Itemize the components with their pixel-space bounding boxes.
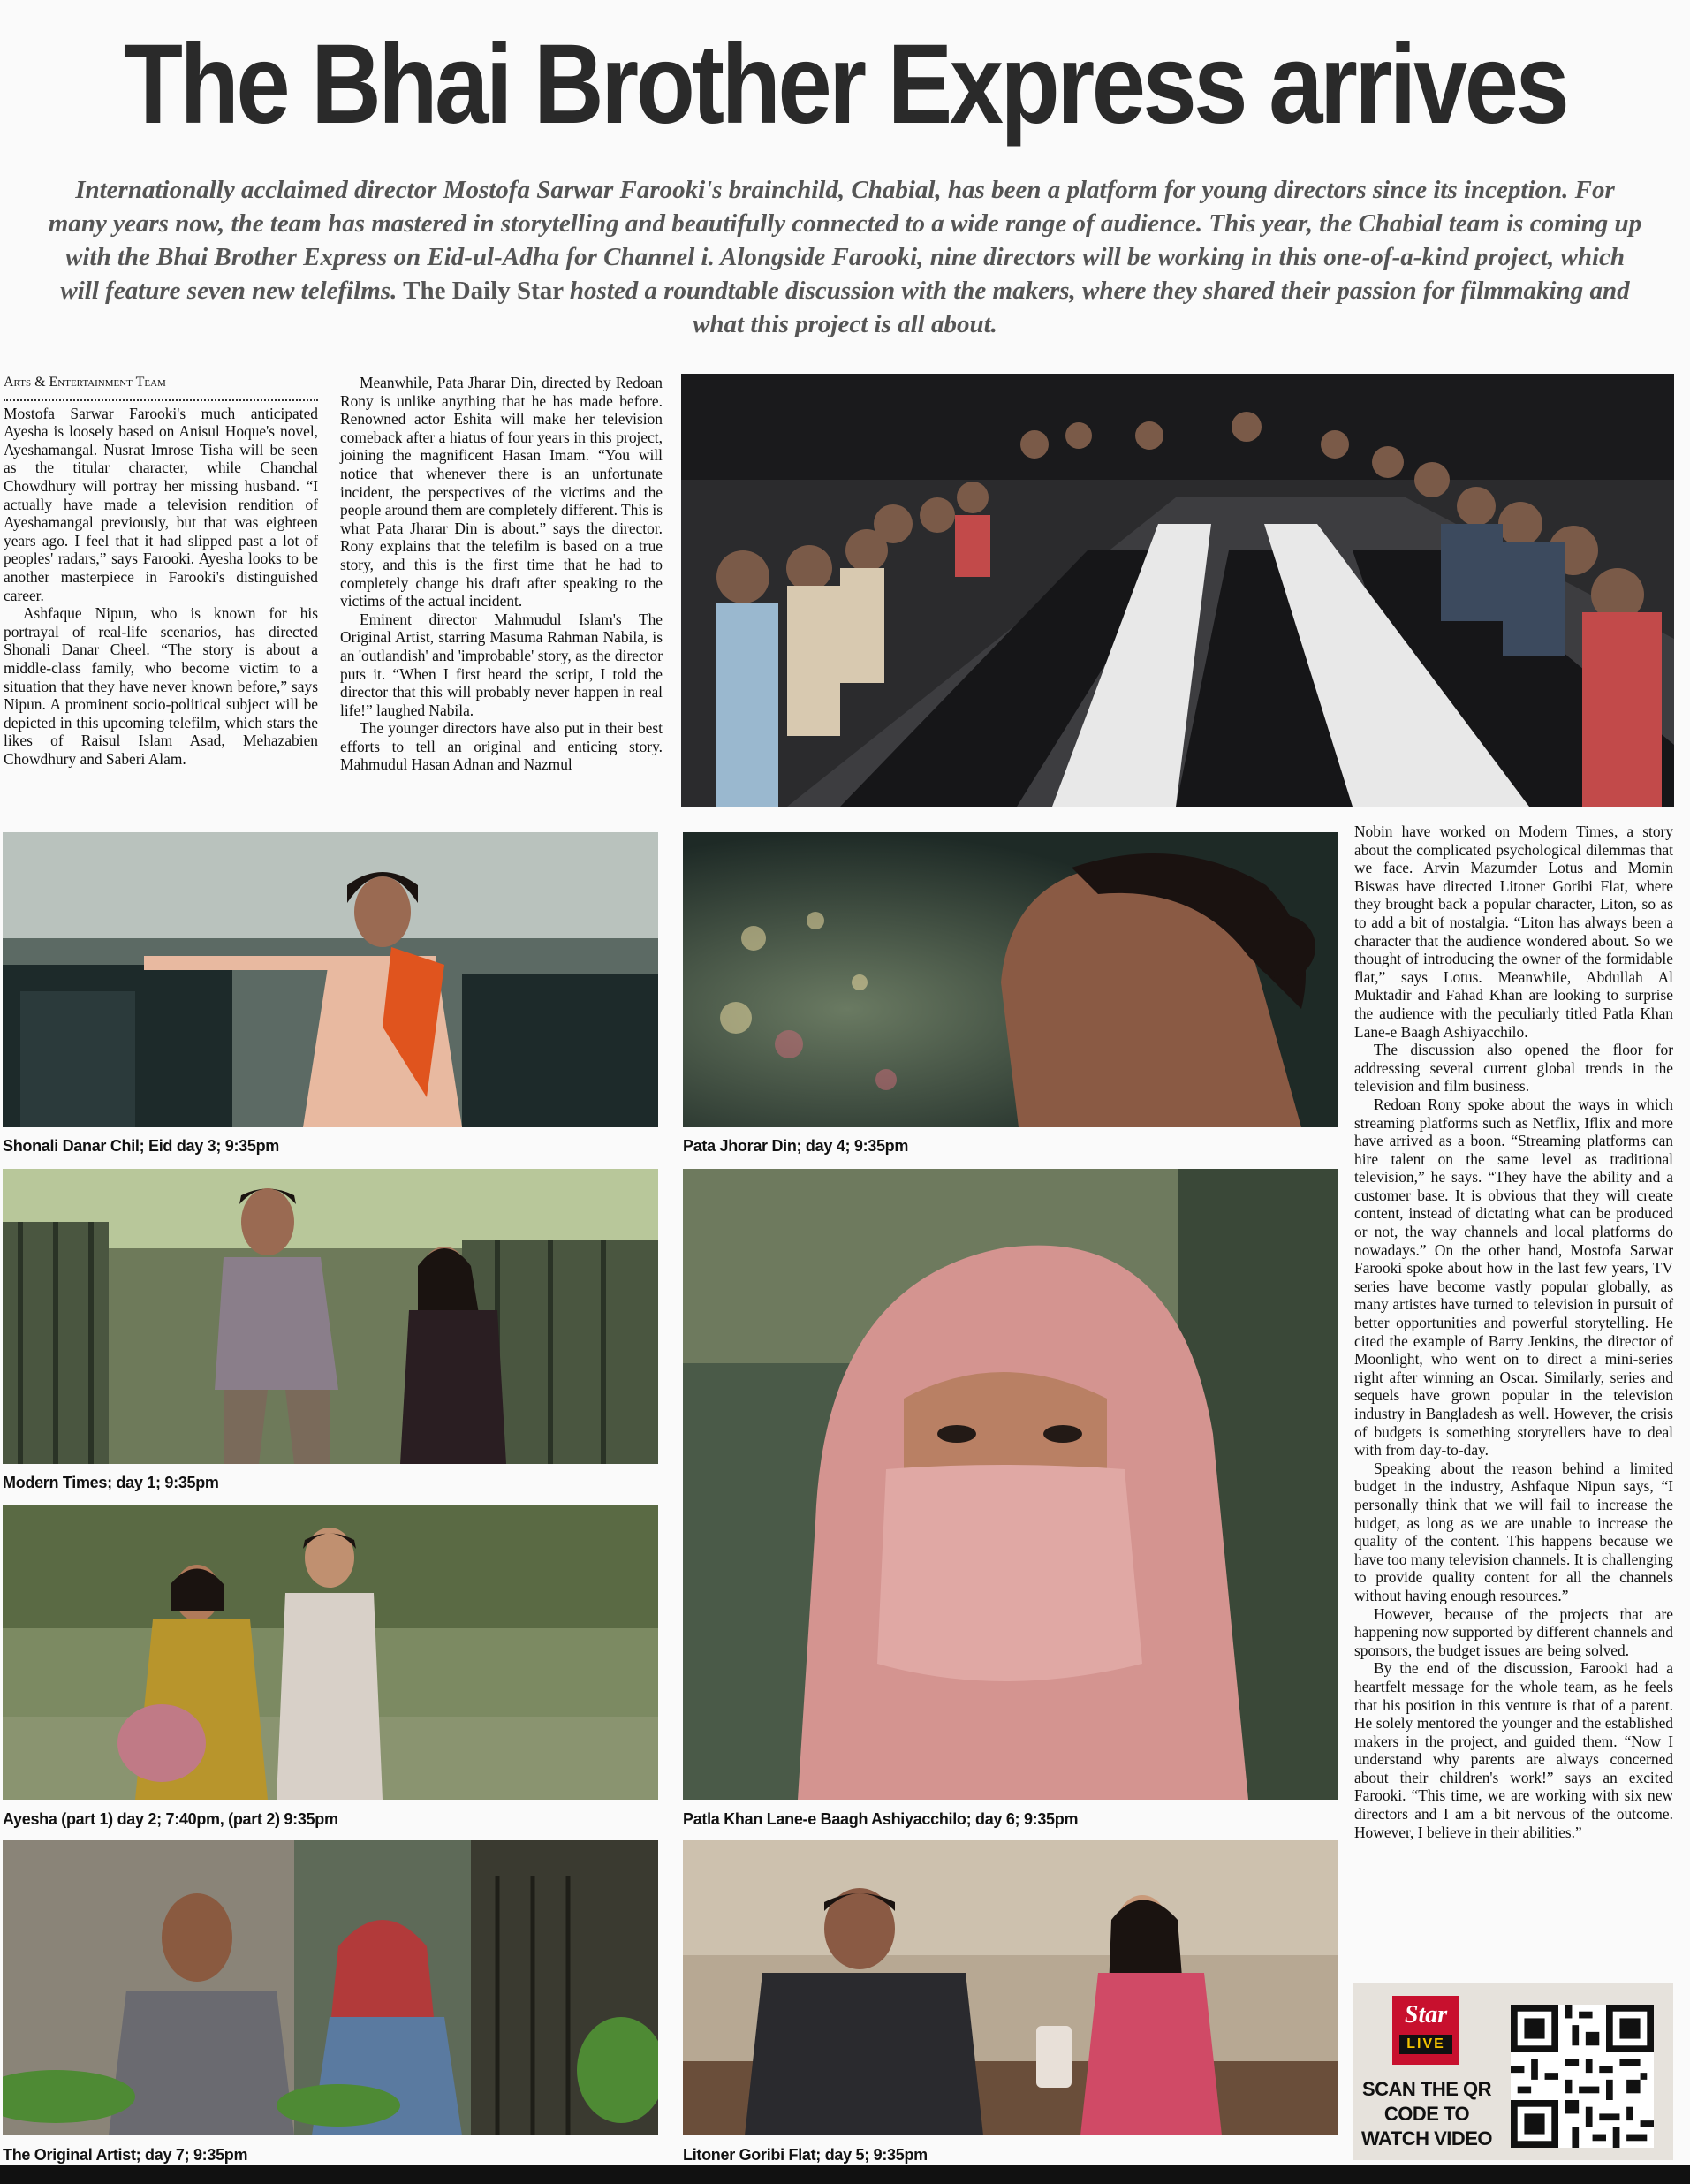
deck-italic-end: hosted a roundtable discussion with the makers, where they shared their passion for filmmaking and what this project is all about.: [569, 277, 1630, 338]
modern-times-photo-image: [3, 1169, 658, 1464]
pata-photo: [683, 832, 1338, 1127]
qr-instruction: [1359, 2077, 1495, 2151]
patla-khan-photo-image: [683, 1169, 1338, 1800]
paragraph: Ashfaque Nipun, who is known for his portrayal of real-life scenarios, has directed Shonali Danar Cheel. “The story is about a middle-class family, who become victim to a situation that they have never known before,” says Nipun. A prominent socio-political subject will be depicted in this upcoming telefilm, which stars the likes of Raisul Islam Asad, Mehazabien Chowdhury and Saberi Alam.: [4, 604, 318, 768]
bottom-rule: [0, 2165, 1690, 2184]
paragraph: Mostofa Sarwar Farooki's much anticipated Ayesha is loosely based on Anisul Hoque's novel, Ayeshamangal. Nusrat Imrose Tisha will be seen as the titular character, while Chanchal Chowdhury will portray her missing husband. “I actually have made a television rendition of Ayeshamangal previously, but that was eighteen years ago. I feel that it had slipped past a lot of peoples' radars,” says Farooki. Ayesha looks to be another masterpiece in Farooki's distinguished career.: [4, 404, 318, 604]
qr-text-line3: WATCH VIDEO: [1360, 2127, 1493, 2150]
caption-shonali: Shonali Danar Chil; Eid day 3; 9:35pm: [3, 1137, 279, 1155]
ayesha-photo: [3, 1505, 658, 1800]
qr-promo[interactable]: [1353, 1983, 1673, 2160]
roundtable-photo-image: [681, 374, 1674, 807]
litoner-photo-image: [683, 1840, 1338, 2135]
pata-photo-image: [683, 832, 1338, 1127]
shonali-photo: [3, 832, 658, 1127]
modern-times-photo: [3, 1169, 658, 1464]
article-column-1: [4, 374, 318, 768]
original-artist-photo-image: [3, 1840, 658, 2135]
star-logo-text: Star: [1404, 2001, 1448, 2029]
paragraph: Speaking about the reason behind a limited budget in the industry, Ashfaque Nipun says, “I personally think that we will fail to increase the budget, as long as we are unable to increase the quality of the content. This happens because we have too many television channels. It is challenging to provide quality content for all the channels without having enough resources.”: [1354, 1459, 1673, 1604]
paragraph: The discussion also opened the floor for addressing several current global trends in the television and film business.: [1354, 1041, 1673, 1096]
caption-original-artist: The Original Artist; day 7; 9:35pm: [3, 2146, 248, 2164]
article-column-3: [1354, 823, 1673, 1841]
paragraph: Eminent director Mahmudul Islam's The Original Artist, starring Masuma Rahman Nabila, is an 'outlandish' and 'improbable' story, as the director puts it. “When I first heard the script, I told the director that this will probably never happen in real life!” laughed Nabila.: [340, 610, 663, 719]
qr-text-line1: SCAN THE QR: [1361, 2078, 1492, 2100]
caption-patla-khan: Patla Khan Lane-e Baagh Ashiyacchilo; day 6; 9:35pm: [683, 1810, 1079, 1828]
deck-newspaper-name: The Daily Star: [397, 277, 570, 305]
caption-pata: Pata Jhorar Din; day 4; 9:35pm: [683, 1137, 909, 1155]
paragraph: The younger directors have also put in their best efforts to tell an original and enticing story. Mahmudul Hasan Adnan and Nazmul: [340, 719, 663, 774]
caption-ayesha: Ayesha (part 1) day 2; 7:40pm, (part 2) 9:35pm: [3, 1810, 338, 1828]
caption-litoner: Litoner Goribi Flat; day 5; 9:35pm: [683, 2146, 928, 2164]
article-deck: [44, 173, 1646, 341]
byline: Arts & Entertainment Team: [4, 374, 318, 401]
live-logo-text: LIVE: [1399, 2035, 1452, 2054]
qr-code-icon[interactable]: [1511, 2005, 1654, 2148]
paragraph: However, because of the projects that are happening now supported by different channels and sponsors, the budget issues are being solved.: [1354, 1604, 1673, 1659]
caption-modern-times: Modern Times; day 1; 9:35pm: [3, 1474, 219, 1491]
paragraph: Redoan Rony spoke about the ways in which streaming platforms such as Netflix, Iflix and more have arrived as a boon. “Streaming platforms can hire talent on the same level as traditional television,” he says. “They have the ability and a customer base. It is obvious that they will create content, instead of dictating what can be produced or not, the way channels and local platforms do nowadays.” On the other hand, Mostofa Sarwar Farooki spoke about how in the last few years, TV series have become vastly popular globally, as many artistes have turned to television in pursuit of better opportunities and powerful storytelling. He cited the example of Barry Jenkins, the director of Moonlight, who went on to direct a mini-series right after winning an Oscar. Similarly, series and sequels have grown popular in the television industry in Bangladesh as well. However, the crisis of budgets is something storytellers have to deal with from day-to-day.: [1354, 1095, 1673, 1460]
deck-italic: Internationally acclaimed director Mostofa Sarwar Farooki's brainchild, Chabial, has been a platform for young directors since its inception. For many years now, the team has mastered in storytelling and beautifully connected to a wide range of audience. This year, the Chabial team is coming up with the Bhai Brother Express on Eid-ul-Adha for Channel i. Alongside Farooki, nine directors will be working in this one-of-a-kind project, which will feature seven new telefilms.: [48, 176, 1642, 305]
paragraph: By the end of the discussion, Farooki had a heartfelt message for the whole team, as he feels that his position in this venture is that of a parent. He solely mentored the younger and the established makers in the project, and guided them. “Now I understand why parents are always concerned about their children's work!” says an excited Farooki. “This time, we are working with six new directors and I am a bit nervous of the outcome. However, I believe in their abilities.”: [1354, 1659, 1673, 1841]
article-column-2: [340, 374, 663, 774]
litoner-photo: [683, 1840, 1338, 2135]
ayesha-photo-image: [3, 1505, 658, 1800]
original-artist-photo: [3, 1840, 658, 2135]
patla-khan-photo: [683, 1169, 1338, 1800]
roundtable-photo: [681, 374, 1674, 807]
paragraph: Meanwhile, Pata Jharar Din, directed by Redoan Rony is unlike anything that he has made before. Renowned actor Eshita will make her television comeback after a hiatus of four years in this project, joining the magnificent Hasan Imam. “You will notice that whenever there is an unfortunate incident, the perspectives of the victims and the people around them are completely different. This is what Pata Jharar Din is about.” says the director. Rony explains that the telefilm is based on a true story, and this is the first time that he had to completely change his draft after speaking to the victims of the actual incident.: [340, 374, 663, 610]
star-live-logo: [1392, 1996, 1459, 2065]
paragraph: Nobin have worked on Modern Times, a story about the complicated psychological dilemmas that we face. Arvin Mazumder Lotus and Momin Biswas have directed Litoner Goribi Flat, where they brought back a popular character, Liton, so as to add a bit of nostalgia. “Liton has always been a character that the audience wondered about. So we thought of introducing the owner of the formidable flat,” says Lotus. Meanwhile, Abdullah Al Muktadir and Fahad Khan are looking to surprise the audience with the peculiarly titled Patla Khan Lane-e Baagh Ashiyacchilo.: [1354, 823, 1673, 1041]
shonali-photo-image: [3, 832, 658, 1127]
headline: The Bhai Brother Express arrives: [123, 20, 1567, 148]
qr-text-line2: CODE TO: [1383, 2103, 1470, 2125]
